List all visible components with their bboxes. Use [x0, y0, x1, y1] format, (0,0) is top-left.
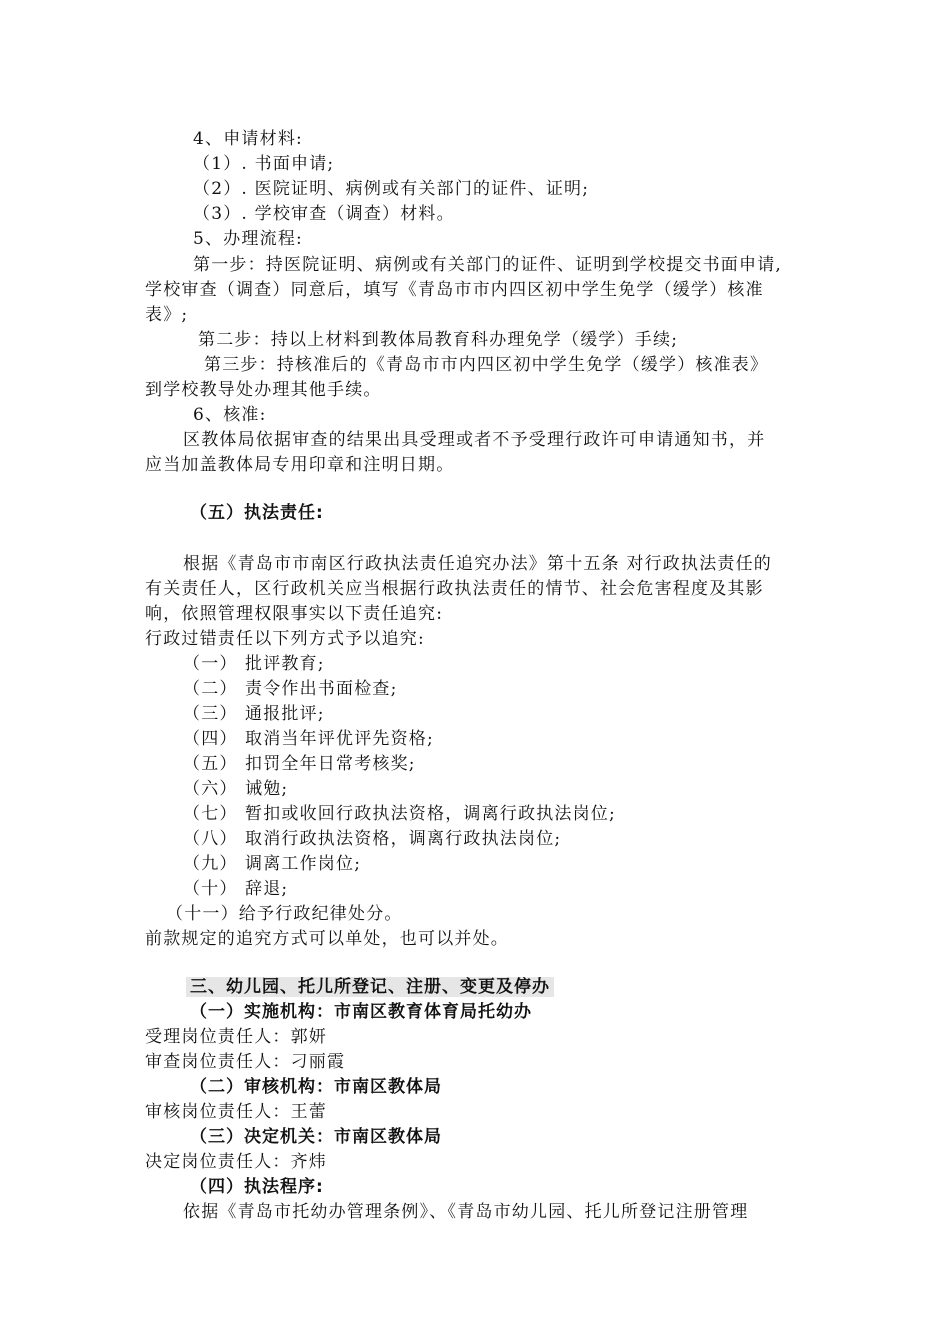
step1-line1: 第一步：持医院证明、病例或有关部门的证件、证明到学校提交书面申请, [193, 255, 783, 275]
list-item [183, 702, 325, 726]
step1-line3: 表》; [145, 305, 189, 325]
list-item-number: （十） [183, 879, 238, 899]
responsibility-closing: 前款规定的追究方式可以单处，也可以并处。 [145, 929, 509, 949]
list-item-text: 扣罚全年日常考核奖; [245, 754, 416, 774]
material-item-1: （1）. 书面申请; [193, 154, 335, 174]
step3-line2: 到学校教导处办理其他手续。 [145, 380, 382, 400]
list-item-number: （四） [183, 729, 238, 749]
review-person: 审查岗位责任人：刁丽霞 [145, 1052, 346, 1072]
step1-line2: 学校审查（调查）同意后，填写《青岛市市内四区初中学生免学（缓学）核准 [145, 280, 764, 300]
list-item-number: （六） [183, 779, 238, 799]
list-item-11: （十一）给予行政纪律处分。 [166, 904, 403, 924]
list-item-text: 取消当年评优评先资格; [245, 729, 434, 749]
audit-agency: （二）审核机构：市南区教体局 [190, 1077, 442, 1097]
list-item-number: （三） [183, 704, 238, 724]
list-item [183, 852, 361, 876]
responsibility-title: （五）执法责任: [190, 503, 324, 523]
list-item-text: 调离工作岗位; [245, 854, 362, 874]
list-item [183, 752, 416, 776]
decision-agency: （三）决定机关：市南区教体局 [190, 1127, 442, 1147]
list-item-number: （二） [183, 679, 238, 699]
approval-line1: 区教体局依据审查的结果出具受理或者不予受理行政许可申请通知书，并 [183, 430, 766, 450]
decision-person: 决定岗位责任人：齐炜 [145, 1152, 327, 1172]
list-item-number: （一） [183, 654, 238, 674]
list-item-number: （九） [183, 854, 238, 874]
list-item [183, 777, 288, 801]
list-item-text: 批评教育; [245, 654, 325, 674]
list-item-number: （八） [183, 829, 238, 849]
step2: 第二步：持以上材料到教体局教育科办理免学（缓学）手续; [198, 330, 679, 350]
material-item-2: （2）. 医院证明、病例或有关部门的证件、证明; [193, 179, 590, 199]
responsibility-para-line1: 根据《青岛市市南区行政执法责任追究办法》第十五条 对行政执法责任的 [183, 554, 773, 574]
list-item [183, 827, 561, 851]
list-item-text: 辞退; [245, 879, 289, 899]
procedure-title: （四）执法程序: [190, 1177, 324, 1197]
list-item-number: （七） [183, 804, 238, 824]
audit-person: 审核岗位责任人：王蕾 [145, 1102, 327, 1122]
list-item [183, 802, 616, 826]
list-item [183, 677, 398, 701]
step3-line1: 第三步：持核准后的《青岛市市内四区初中学生免学（缓学）核准表》 [204, 355, 769, 375]
list-item [183, 877, 288, 901]
material-item-3: （3）. 学校审查（调查）材料。 [193, 204, 455, 224]
list-item-text: 通报批评; [245, 704, 325, 724]
section-heading [186, 975, 554, 999]
list-item [183, 727, 434, 751]
materials-title: 4、申请材料: [193, 129, 303, 149]
list-item-number: （五） [183, 754, 238, 774]
list-item [183, 652, 325, 676]
list-item-text: 诫勉; [245, 779, 289, 799]
section-heading-text: 三、幼儿园、托儿所登记、注册、变更及停办 [186, 977, 554, 997]
accept-person: 受理岗位责任人：郭妍 [145, 1027, 327, 1047]
process-title: 5、办理流程: [193, 229, 303, 249]
approval-title: 6、核准: [193, 405, 267, 425]
list-item-text: 取消行政执法资格，调离行政执法岗位; [245, 829, 562, 849]
list-item-text: 暂扣或收回行政执法资格，调离行政执法岗位; [245, 804, 616, 824]
responsibility-para-line2: 有关责任人，区行政机关应当根据行政执法责任的情节、社会危害程度及其影 [145, 579, 764, 599]
list-item-text: 责令作出书面检查; [245, 679, 398, 699]
implementing-agency: （一）实施机构：市南区教育体育局托幼办 [190, 1002, 532, 1022]
responsibility-para-line3: 响，依照管理权限事实以下责任追究: [145, 604, 444, 624]
responsibility-intro: 行政过错责任以下列方式予以追究: [145, 629, 425, 649]
procedure-line1: 依据《青岛市托幼办管理条例》、《青岛市幼儿园、托儿所登记注册管理 [183, 1202, 749, 1222]
approval-line2: 应当加盖教体局专用印章和注明日期。 [145, 455, 455, 475]
